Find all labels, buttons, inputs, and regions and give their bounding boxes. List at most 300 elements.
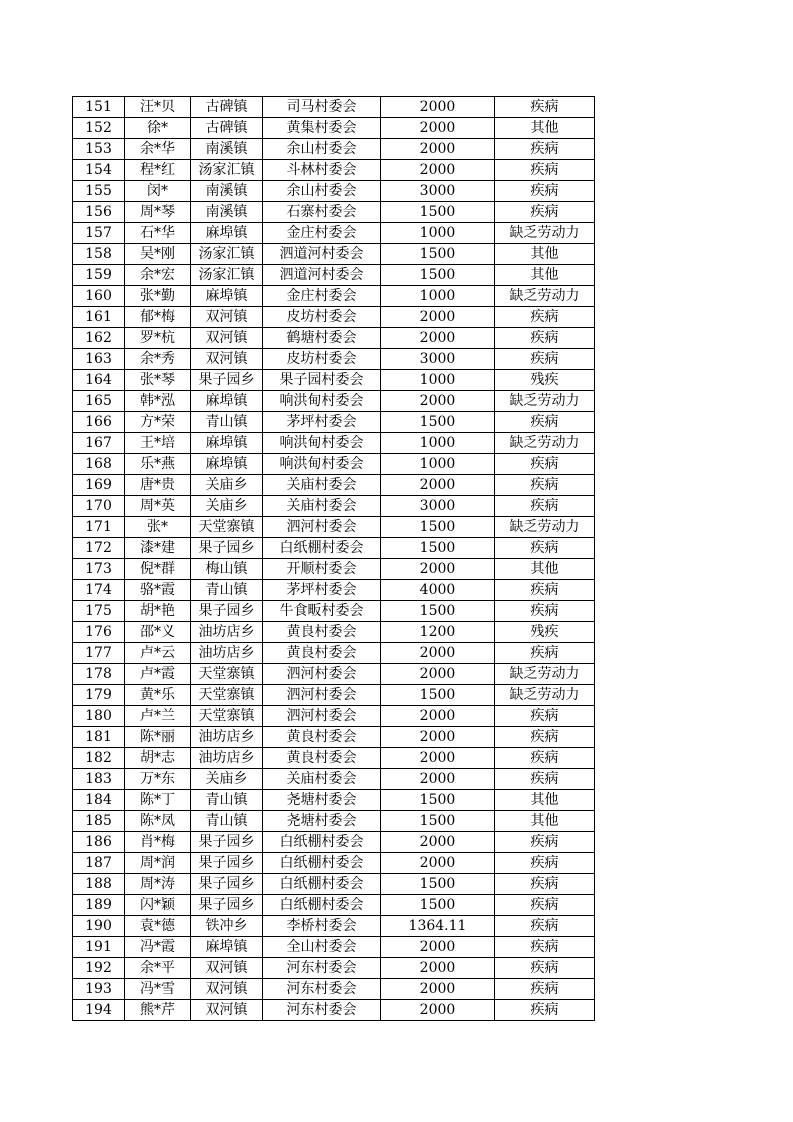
amount-cell: 1500 <box>381 244 495 265</box>
row-number-cell: 175 <box>73 601 125 622</box>
table-row <box>73 244 595 265</box>
amount-cell: 2000 <box>381 769 495 790</box>
amount-cell: 2000 <box>381 832 495 853</box>
village-committee-cell: 白纸棚村委会 <box>263 853 381 874</box>
amount-cell: 1500 <box>381 790 495 811</box>
row-number-cell: 151 <box>73 97 125 118</box>
village-committee-cell: 黄良村委会 <box>263 727 381 748</box>
amount-cell: 2000 <box>381 139 495 160</box>
village-committee-cell: 关庙村委会 <box>263 769 381 790</box>
table-row <box>73 475 595 496</box>
town-cell: 麻埠镇 <box>191 391 263 412</box>
name-cell: 乐*燕 <box>125 454 191 475</box>
village-committee-cell: 关庙村委会 <box>263 475 381 496</box>
table-row <box>73 685 595 706</box>
row-number-cell: 189 <box>73 895 125 916</box>
table-row <box>73 496 595 517</box>
reason-cell: 疾病 <box>495 139 595 160</box>
town-cell: 关庙乡 <box>191 496 263 517</box>
village-committee-cell: 响洪甸村委会 <box>263 454 381 475</box>
village-committee-cell: 泗河村委会 <box>263 706 381 727</box>
village-committee-cell: 茅坪村委会 <box>263 412 381 433</box>
amount-cell: 2000 <box>381 1000 495 1021</box>
reason-cell: 疾病 <box>495 496 595 517</box>
name-cell: 石*华 <box>125 223 191 244</box>
row-number-cell: 184 <box>73 790 125 811</box>
village-committee-cell: 白纸棚村委会 <box>263 538 381 559</box>
town-cell: 关庙乡 <box>191 475 263 496</box>
village-committee-cell: 河东村委会 <box>263 1000 381 1021</box>
amount-cell: 2000 <box>381 958 495 979</box>
row-number-cell: 174 <box>73 580 125 601</box>
table-row <box>73 97 595 118</box>
amount-cell: 2000 <box>381 160 495 181</box>
records-table <box>72 96 595 1021</box>
reason-cell: 残疾 <box>495 370 595 391</box>
name-cell: 熊*芹 <box>125 1000 191 1021</box>
name-cell: 卢*霞 <box>125 664 191 685</box>
name-cell: 袁*德 <box>125 916 191 937</box>
village-committee-cell: 泗河村委会 <box>263 517 381 538</box>
amount-cell: 3000 <box>381 496 495 517</box>
name-cell: 王*培 <box>125 433 191 454</box>
town-cell: 果子园乡 <box>191 874 263 895</box>
amount-cell: 2000 <box>381 706 495 727</box>
village-committee-cell: 皮坊村委会 <box>263 307 381 328</box>
reason-cell: 其他 <box>495 265 595 286</box>
table-row <box>73 664 595 685</box>
village-committee-cell: 石寨村委会 <box>263 202 381 223</box>
row-number-cell: 159 <box>73 265 125 286</box>
reason-cell: 疾病 <box>495 475 595 496</box>
name-cell: 骆*霞 <box>125 580 191 601</box>
row-number-cell: 162 <box>73 328 125 349</box>
amount-cell: 3000 <box>381 349 495 370</box>
reason-cell: 疾病 <box>495 832 595 853</box>
name-cell: 韩*泓 <box>125 391 191 412</box>
village-committee-cell: 牛食畈村委会 <box>263 601 381 622</box>
name-cell: 汪*贝 <box>125 97 191 118</box>
village-committee-cell: 皮坊村委会 <box>263 349 381 370</box>
town-cell: 古碑镇 <box>191 118 263 139</box>
row-number-cell: 161 <box>73 307 125 328</box>
table-row <box>73 433 595 454</box>
village-committee-cell: 斗林村委会 <box>263 160 381 181</box>
reason-cell: 疾病 <box>495 727 595 748</box>
town-cell: 南溪镇 <box>191 181 263 202</box>
reason-cell: 疾病 <box>495 97 595 118</box>
name-cell: 陈*丁 <box>125 790 191 811</box>
name-cell: 余*宏 <box>125 265 191 286</box>
row-number-cell: 158 <box>73 244 125 265</box>
table-row <box>73 454 595 475</box>
row-number-cell: 157 <box>73 223 125 244</box>
name-cell: 周*英 <box>125 496 191 517</box>
town-cell: 青山镇 <box>191 790 263 811</box>
table-row <box>73 118 595 139</box>
reason-cell: 缺乏劳动力 <box>495 664 595 685</box>
name-cell: 程*红 <box>125 160 191 181</box>
row-number-cell: 156 <box>73 202 125 223</box>
row-number-cell: 172 <box>73 538 125 559</box>
village-committee-cell: 泗河村委会 <box>263 664 381 685</box>
table-row <box>73 328 595 349</box>
table-row <box>73 265 595 286</box>
row-number-cell: 168 <box>73 454 125 475</box>
reason-cell: 缺乏劳动力 <box>495 433 595 454</box>
town-cell: 麻埠镇 <box>191 433 263 454</box>
name-cell: 张* <box>125 517 191 538</box>
table-row <box>73 139 595 160</box>
row-number-cell: 185 <box>73 811 125 832</box>
row-number-cell: 187 <box>73 853 125 874</box>
table-row <box>73 559 595 580</box>
amount-cell: 2000 <box>381 664 495 685</box>
reason-cell: 残疾 <box>495 622 595 643</box>
name-cell: 余*秀 <box>125 349 191 370</box>
village-committee-cell: 河东村委会 <box>263 958 381 979</box>
reason-cell: 疾病 <box>495 181 595 202</box>
amount-cell: 4000 <box>381 580 495 601</box>
town-cell: 油坊店乡 <box>191 622 263 643</box>
reason-cell: 其他 <box>495 559 595 580</box>
town-cell: 油坊店乡 <box>191 727 263 748</box>
amount-cell: 1500 <box>381 202 495 223</box>
reason-cell: 疾病 <box>495 580 595 601</box>
row-number-cell: 160 <box>73 286 125 307</box>
amount-cell: 1500 <box>381 538 495 559</box>
town-cell: 青山镇 <box>191 811 263 832</box>
amount-cell: 1500 <box>381 874 495 895</box>
village-committee-cell: 黄良村委会 <box>263 748 381 769</box>
name-cell: 吴*刚 <box>125 244 191 265</box>
amount-cell: 1364.11 <box>381 916 495 937</box>
table-row <box>73 769 595 790</box>
amount-cell: 1500 <box>381 517 495 538</box>
village-committee-cell: 泗河村委会 <box>263 685 381 706</box>
reason-cell: 疾病 <box>495 748 595 769</box>
row-number-cell: 182 <box>73 748 125 769</box>
amount-cell: 1500 <box>381 685 495 706</box>
reason-cell: 缺乏劳动力 <box>495 223 595 244</box>
amount-cell: 2000 <box>381 391 495 412</box>
name-cell: 邵*义 <box>125 622 191 643</box>
reason-cell: 其他 <box>495 118 595 139</box>
town-cell: 双河镇 <box>191 958 263 979</box>
table-row <box>73 790 595 811</box>
row-number-cell: 192 <box>73 958 125 979</box>
village-committee-cell: 黄集村委会 <box>263 118 381 139</box>
town-cell: 油坊店乡 <box>191 643 263 664</box>
town-cell: 双河镇 <box>191 307 263 328</box>
amount-cell: 1200 <box>381 622 495 643</box>
name-cell: 卢*兰 <box>125 706 191 727</box>
amount-cell: 3000 <box>381 181 495 202</box>
town-cell: 汤家汇镇 <box>191 265 263 286</box>
town-cell: 果子园乡 <box>191 601 263 622</box>
table-row <box>73 202 595 223</box>
name-cell: 余*平 <box>125 958 191 979</box>
amount-cell: 1000 <box>381 370 495 391</box>
table-row <box>73 958 595 979</box>
name-cell: 胡*艳 <box>125 601 191 622</box>
village-committee-cell: 响洪甸村委会 <box>263 433 381 454</box>
village-committee-cell: 白纸棚村委会 <box>263 895 381 916</box>
reason-cell: 疾病 <box>495 160 595 181</box>
village-committee-cell: 黄良村委会 <box>263 622 381 643</box>
town-cell: 汤家汇镇 <box>191 244 263 265</box>
town-cell: 青山镇 <box>191 580 263 601</box>
table-row <box>73 979 595 1000</box>
reason-cell: 疾病 <box>495 769 595 790</box>
table-row <box>73 223 595 244</box>
table-row <box>73 307 595 328</box>
name-cell: 周*涛 <box>125 874 191 895</box>
row-number-cell: 164 <box>73 370 125 391</box>
reason-cell: 其他 <box>495 790 595 811</box>
town-cell: 麻埠镇 <box>191 223 263 244</box>
reason-cell: 疾病 <box>495 307 595 328</box>
town-cell: 南溪镇 <box>191 202 263 223</box>
reason-cell: 疾病 <box>495 349 595 370</box>
table-row <box>73 706 595 727</box>
table-row <box>73 643 595 664</box>
row-number-cell: 188 <box>73 874 125 895</box>
town-cell: 果子园乡 <box>191 853 263 874</box>
amount-cell: 2000 <box>381 979 495 1000</box>
table-row <box>73 727 595 748</box>
reason-cell: 疾病 <box>495 895 595 916</box>
table-row <box>73 538 595 559</box>
village-committee-cell: 李桥村委会 <box>263 916 381 937</box>
town-cell: 天堂寨镇 <box>191 517 263 538</box>
table-row <box>73 517 595 538</box>
name-cell: 周*润 <box>125 853 191 874</box>
table-row <box>73 391 595 412</box>
town-cell: 双河镇 <box>191 1000 263 1021</box>
amount-cell: 1500 <box>381 811 495 832</box>
town-cell: 古碑镇 <box>191 97 263 118</box>
table-row <box>73 370 595 391</box>
town-cell: 果子园乡 <box>191 370 263 391</box>
row-number-cell: 191 <box>73 937 125 958</box>
village-committee-cell: 果子园村委会 <box>263 370 381 391</box>
amount-cell: 2000 <box>381 559 495 580</box>
town-cell: 果子园乡 <box>191 538 263 559</box>
name-cell: 闪*颖 <box>125 895 191 916</box>
reason-cell: 缺乏劳动力 <box>495 391 595 412</box>
town-cell: 天堂寨镇 <box>191 706 263 727</box>
town-cell: 双河镇 <box>191 979 263 1000</box>
town-cell: 青山镇 <box>191 412 263 433</box>
town-cell: 果子园乡 <box>191 895 263 916</box>
name-cell: 冯*雪 <box>125 979 191 1000</box>
town-cell: 果子园乡 <box>191 832 263 853</box>
table-row <box>73 601 595 622</box>
town-cell: 梅山镇 <box>191 559 263 580</box>
name-cell: 陈*凤 <box>125 811 191 832</box>
village-committee-cell: 余山村委会 <box>263 139 381 160</box>
row-number-cell: 166 <box>73 412 125 433</box>
village-committee-cell: 尧塘村委会 <box>263 811 381 832</box>
name-cell: 郁*梅 <box>125 307 191 328</box>
reason-cell: 疾病 <box>495 412 595 433</box>
amount-cell: 2000 <box>381 748 495 769</box>
reason-cell: 疾病 <box>495 328 595 349</box>
town-cell: 麻埠镇 <box>191 286 263 307</box>
name-cell: 胡*志 <box>125 748 191 769</box>
row-number-cell: 165 <box>73 391 125 412</box>
name-cell: 张*琴 <box>125 370 191 391</box>
row-number-cell: 193 <box>73 979 125 1000</box>
name-cell: 唐*贵 <box>125 475 191 496</box>
amount-cell: 2000 <box>381 727 495 748</box>
amount-cell: 1000 <box>381 433 495 454</box>
amount-cell: 2000 <box>381 328 495 349</box>
name-cell: 倪*群 <box>125 559 191 580</box>
amount-cell: 2000 <box>381 853 495 874</box>
name-cell: 漆*建 <box>125 538 191 559</box>
table-row <box>73 622 595 643</box>
reason-cell: 疾病 <box>495 643 595 664</box>
reason-cell: 其他 <box>495 811 595 832</box>
row-number-cell: 152 <box>73 118 125 139</box>
amount-cell: 1000 <box>381 223 495 244</box>
row-number-cell: 183 <box>73 769 125 790</box>
town-cell: 麻埠镇 <box>191 454 263 475</box>
table-row <box>73 874 595 895</box>
row-number-cell: 173 <box>73 559 125 580</box>
reason-cell: 疾病 <box>495 601 595 622</box>
village-committee-cell: 余山村委会 <box>263 181 381 202</box>
reason-cell: 疾病 <box>495 1000 595 1021</box>
village-committee-cell: 鹤塘村委会 <box>263 328 381 349</box>
town-cell: 汤家汇镇 <box>191 160 263 181</box>
reason-cell: 疾病 <box>495 538 595 559</box>
row-number-cell: 163 <box>73 349 125 370</box>
amount-cell: 2000 <box>381 97 495 118</box>
table-row <box>73 160 595 181</box>
row-number-cell: 186 <box>73 832 125 853</box>
name-cell: 万*东 <box>125 769 191 790</box>
reason-cell: 疾病 <box>495 916 595 937</box>
reason-cell: 疾病 <box>495 454 595 475</box>
village-committee-cell: 茅坪村委会 <box>263 580 381 601</box>
amount-cell: 1500 <box>381 895 495 916</box>
name-cell: 周*琴 <box>125 202 191 223</box>
table-row <box>73 937 595 958</box>
row-number-cell: 153 <box>73 139 125 160</box>
row-number-cell: 194 <box>73 1000 125 1021</box>
reason-cell: 疾病 <box>495 937 595 958</box>
town-cell: 关庙乡 <box>191 769 263 790</box>
amount-cell: 2000 <box>381 307 495 328</box>
reason-cell: 疾病 <box>495 979 595 1000</box>
reason-cell: 缺乏劳动力 <box>495 286 595 307</box>
reason-cell: 缺乏劳动力 <box>495 685 595 706</box>
name-cell: 罗*杭 <box>125 328 191 349</box>
name-cell: 黄*乐 <box>125 685 191 706</box>
reason-cell: 疾病 <box>495 958 595 979</box>
row-number-cell: 190 <box>73 916 125 937</box>
amount-cell: 1500 <box>381 265 495 286</box>
village-committee-cell: 响洪甸村委会 <box>263 391 381 412</box>
amount-cell: 1000 <box>381 454 495 475</box>
village-committee-cell: 司马村委会 <box>263 97 381 118</box>
amount-cell: 1500 <box>381 412 495 433</box>
village-committee-cell: 白纸棚村委会 <box>263 832 381 853</box>
village-committee-cell: 尧塘村委会 <box>263 790 381 811</box>
amount-cell: 1000 <box>381 286 495 307</box>
amount-cell: 1500 <box>381 601 495 622</box>
table-row <box>73 1000 595 1021</box>
reason-cell: 疾病 <box>495 853 595 874</box>
table-row <box>73 286 595 307</box>
amount-cell: 2000 <box>381 643 495 664</box>
row-number-cell: 176 <box>73 622 125 643</box>
row-number-cell: 177 <box>73 643 125 664</box>
reason-cell: 疾病 <box>495 202 595 223</box>
village-committee-cell: 泗道河村委会 <box>263 244 381 265</box>
table-row <box>73 832 595 853</box>
reason-cell: 其他 <box>495 244 595 265</box>
name-cell: 冯*霞 <box>125 937 191 958</box>
name-cell: 方*荣 <box>125 412 191 433</box>
village-committee-cell: 黄良村委会 <box>263 643 381 664</box>
village-committee-cell: 开顺村委会 <box>263 559 381 580</box>
row-number-cell: 155 <box>73 181 125 202</box>
table-row <box>73 580 595 601</box>
table-row <box>73 811 595 832</box>
town-cell: 南溪镇 <box>191 139 263 160</box>
village-committee-cell: 关庙村委会 <box>263 496 381 517</box>
town-cell: 天堂寨镇 <box>191 664 263 685</box>
row-number-cell: 171 <box>73 517 125 538</box>
row-number-cell: 180 <box>73 706 125 727</box>
table-row <box>73 916 595 937</box>
name-cell: 肖*梅 <box>125 832 191 853</box>
amount-cell: 2000 <box>381 475 495 496</box>
village-committee-cell: 河东村委会 <box>263 979 381 1000</box>
town-cell: 双河镇 <box>191 328 263 349</box>
reason-cell: 缺乏劳动力 <box>495 517 595 538</box>
name-cell: 卢*云 <box>125 643 191 664</box>
row-number-cell: 154 <box>73 160 125 181</box>
reason-cell: 疾病 <box>495 706 595 727</box>
row-number-cell: 170 <box>73 496 125 517</box>
amount-cell: 2000 <box>381 937 495 958</box>
table-row <box>73 748 595 769</box>
amount-cell: 2000 <box>381 118 495 139</box>
village-committee-cell: 泗道河村委会 <box>263 265 381 286</box>
name-cell: 陈*丽 <box>125 727 191 748</box>
town-cell: 油坊店乡 <box>191 748 263 769</box>
table-row <box>73 412 595 433</box>
town-cell: 麻埠镇 <box>191 937 263 958</box>
village-committee-cell: 金庄村委会 <box>263 223 381 244</box>
name-cell: 张*勤 <box>125 286 191 307</box>
name-cell: 徐* <box>125 118 191 139</box>
town-cell: 铁冲乡 <box>191 916 263 937</box>
table-row <box>73 349 595 370</box>
row-number-cell: 167 <box>73 433 125 454</box>
row-number-cell: 178 <box>73 664 125 685</box>
row-number-cell: 181 <box>73 727 125 748</box>
village-committee-cell: 金庄村委会 <box>263 286 381 307</box>
village-committee-cell: 白纸棚村委会 <box>263 874 381 895</box>
table-row <box>73 853 595 874</box>
row-number-cell: 169 <box>73 475 125 496</box>
